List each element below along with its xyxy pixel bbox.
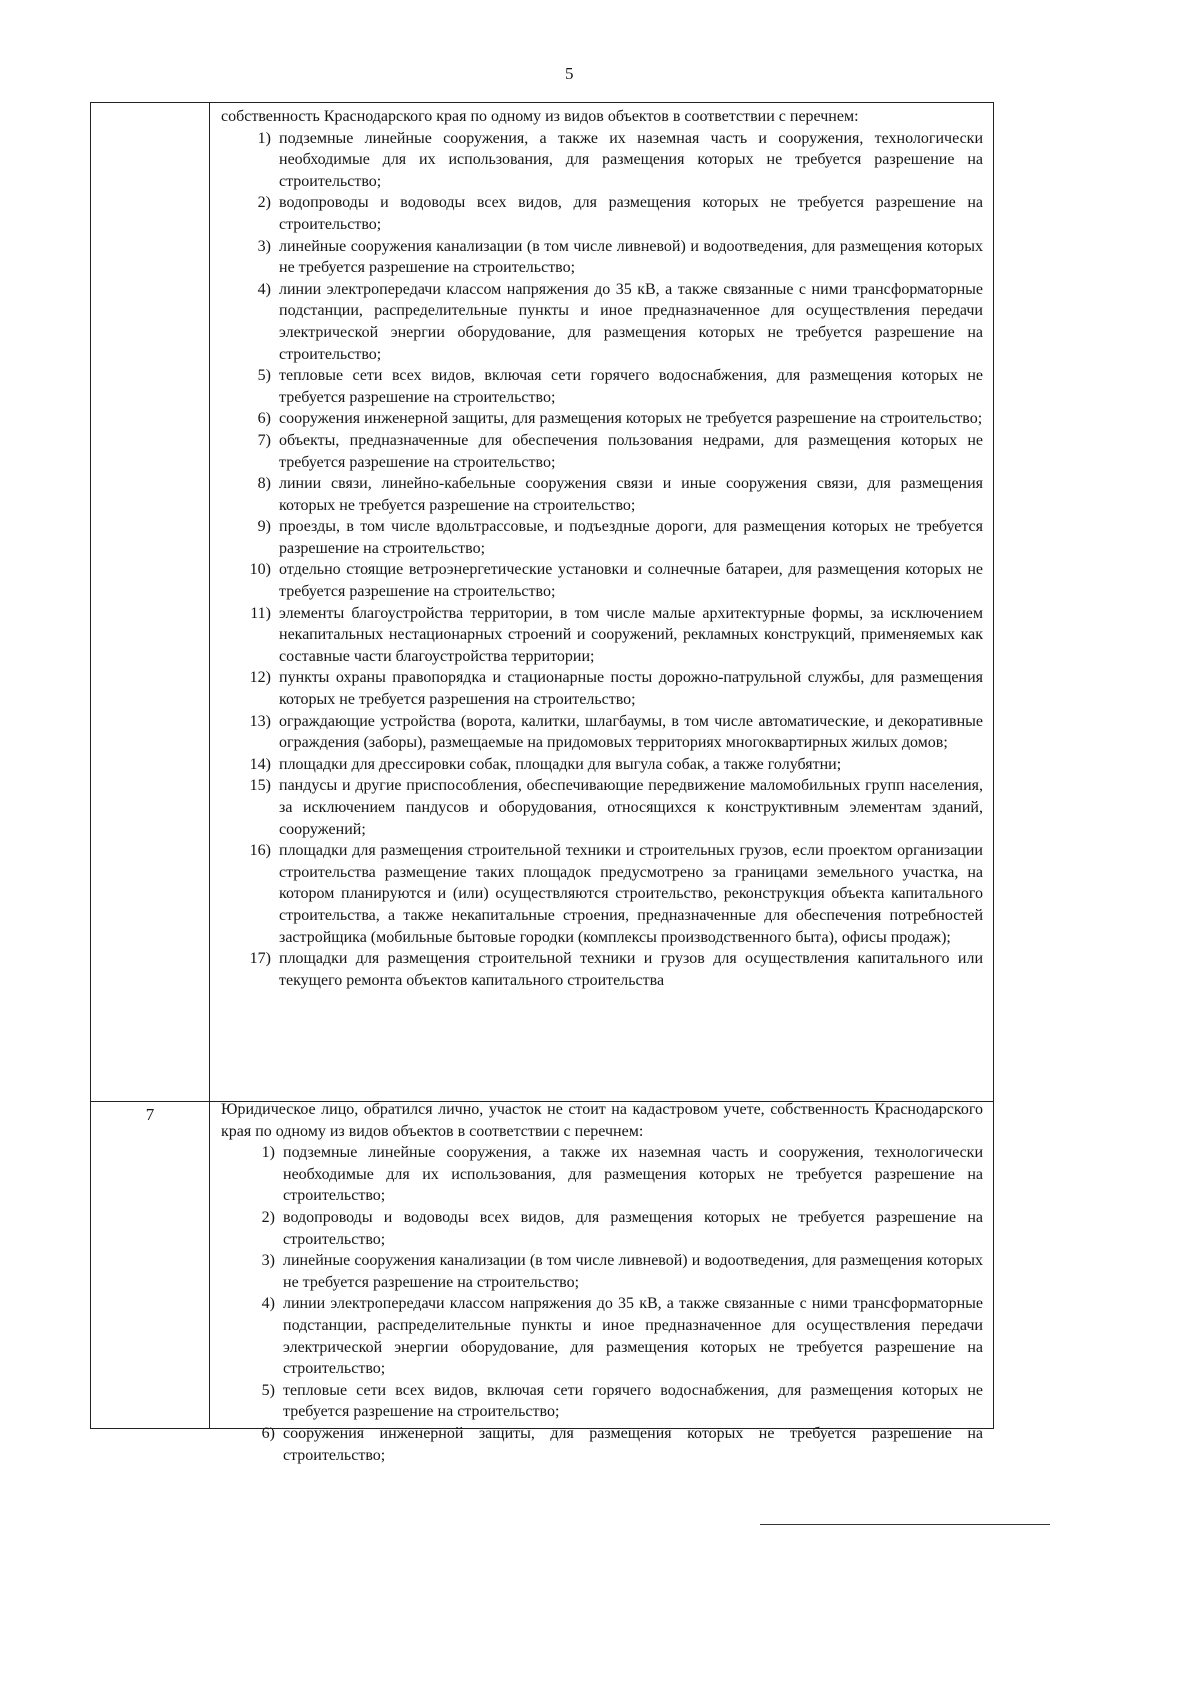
list-item-number: 7) (257, 431, 271, 449)
list-item-number: 6) (261, 1424, 275, 1442)
list-item-number: 5) (261, 1381, 275, 1399)
list-item-text: подземные линейные сооружения, а также их наземная часть и сооружения, технологически необходимые для их использования, для размещения которых не требуется разрешение на строительство; (279, 129, 983, 190)
object-list (221, 128, 983, 992)
list-item (221, 1207, 983, 1250)
list-item-number: 8) (257, 475, 271, 493)
list-item-text: пандусы и другие приспособления, обеспечивающие передвижение маломобильных групп населения, за исключением пандусов и оборудования, относящихся к конструктивным элементам зданий, сооружений; (279, 777, 983, 838)
list-item (221, 711, 983, 754)
list-item (221, 473, 983, 516)
list-item (221, 754, 983, 776)
list-item-text: площадки для дрессировки собак, площадки для выгула собак, а также голубятни; (279, 755, 842, 773)
row-lead-text: Юридическое лицо, обратился лично, участок не стоит на кадастровом учете, собственность Краснодарского края по одному из видов объектов в соответствии с перечнем: (221, 1101, 983, 1140)
list-item-text: проезды, в том числе вдольтрассовые, и подъездные дороги, для размещения которых не требуется разрешение на строительство; (279, 518, 983, 557)
list-item-number: 1) (261, 1144, 275, 1162)
list-item (221, 1250, 983, 1293)
list-item-number: 13) (249, 712, 271, 730)
list-item-text: объекты, предназначенные для обеспечения пользования недрами, для размещения которых не требуется разрешение на строительство; (279, 431, 983, 471)
list-item-number: 11) (250, 604, 271, 622)
list-item-text: линейные сооружения канализации (в том числе ливневой) и водоотведения, для размещения которых не требуется разрешение на строительство; (279, 237, 983, 277)
list-item (221, 603, 983, 668)
list-item-text: пункты охраны правопорядка и стационарные посты дорожно-патрульной службы, для размещения которых не требуется разрешения на строительство; (279, 669, 983, 709)
list-item-text: площадки для размещения строительной техники и грузов для осуществления капитального или текущего ремонта объектов капитального строительства (279, 950, 983, 989)
list-item (221, 840, 983, 948)
list-item (221, 1380, 983, 1423)
list-item-text: водопроводы и водоводы всех видов, для размещения которых не требуется разрешение на строительство; (283, 1208, 983, 1248)
list-item-number: 15) (249, 777, 271, 795)
list-item-number: 12) (249, 669, 271, 687)
list-item-number: 14) (249, 755, 271, 773)
list-item-text: элементы благоустройства территории, в том числе малые архитектурные формы, за исключением некапитальных нестационарных строений и сооружений, рекламных конструкций, применяемых как составные части благоустройства территории; (279, 604, 983, 665)
list-item-number: 4) (261, 1295, 275, 1313)
list-item-number: 3) (257, 237, 271, 255)
list-item-text: площадки для размещения строительной техники и строительных грузов, если проектом организации строительства размещение таких площадок предусмотрено за границами земельного участка, на котором планируются и (или) осуществляются строительство, реконструкция объекта капитального строительства, а также некапитальные строения, предназначенные для обеспечения потребностей застройщика (мобильные бытовые городки (комплексы производственного быта), офисы продаж); (279, 842, 983, 946)
row-lead-text: собственность Краснодарского края по одному из видов объектов в соответствии с перечнем: (221, 108, 859, 125)
list-item (221, 1423, 983, 1466)
list-item-number: 2) (257, 194, 271, 212)
list-item-text: подземные линейные сооружения, а также их наземная часть и сооружения, технологически необходимые для их использования, для размещения которых не требуется разрешение на строительство; (283, 1144, 983, 1205)
list-item-number: 5) (257, 367, 271, 385)
list-item-number: 6) (257, 410, 271, 428)
list-item-number: 1) (257, 129, 271, 147)
list-item-text: водопроводы и водоводы всех видов, для размещения которых не требуется разрешение на строительство; (279, 194, 983, 233)
list-item-number: 17) (249, 950, 271, 968)
list-item-number: 3) (261, 1252, 275, 1270)
list-item (221, 516, 983, 559)
table-row (209, 106, 993, 991)
object-list (221, 1142, 983, 1466)
page-number: 5 (565, 64, 574, 83)
list-item-number: 2) (261, 1208, 275, 1226)
list-item (221, 365, 983, 408)
list-item-number: 9) (257, 518, 271, 536)
list-item (221, 128, 983, 193)
list-item-text: линии электропередачи классом напряжения до 35 кВ, а также связанные с ними трансформаторные подстанции, распределительные пункты и иное предназначенное для осуществления передачи электрической энергии оборудование, для размещения которых не требуется разрешение на строительство; (279, 280, 983, 363)
list-item-text: отдельно стоящие ветроэнергетические установки и солнечные батареи, для размещения которых не требуется разрешение на строительство; (279, 561, 983, 601)
list-item (221, 236, 983, 279)
table-row (209, 1099, 993, 1466)
list-item (221, 1293, 983, 1379)
footer-rule (760, 1524, 1050, 1525)
list-item-number: 4) (257, 280, 271, 298)
list-item-text: линии электропередачи классом напряжения до 35 кВ, а также связанные с ними трансформаторные подстанции, распределительные пункты и иное предназначенное для осуществления передачи электрической энергии оборудование, для размещения которых не требуется разрешение на строительство; (283, 1295, 983, 1378)
list-item (221, 192, 983, 235)
list-item (221, 559, 983, 602)
row-number: 7 (145, 1105, 155, 1124)
list-item (221, 948, 983, 991)
list-item-text: ограждающие устройства (ворота, калитки, шлагбаумы, в том числе автоматические, и декоративные ограждения (заборы), размещаемые на придомовых территориях многоквартирных жилых домов; (279, 712, 983, 752)
list-item-text: линейные сооружения канализации (в том числе ливневой) и водоотведения, для размещения которых не требуется разрешение на строительство; (283, 1252, 983, 1291)
list-item-number: 10) (249, 561, 271, 579)
list-item-text: сооружения инженерной защиты, для размещения которых не требуется разрешение на строительство; (283, 1424, 983, 1464)
list-item-number: 16) (249, 842, 271, 860)
list-item (221, 430, 983, 473)
list-item (221, 279, 983, 365)
document-table (90, 102, 994, 1464)
list-item (221, 667, 983, 710)
list-item-text: тепловые сети всех видов, включая сети горячего водоснабжения, для размещения которых не требуется разрешение на строительство; (279, 367, 983, 406)
list-item (221, 1142, 983, 1207)
list-item-text: тепловые сети всех видов, включая сети горячего водоснабжения, для размещения которых не требуется разрешение на строительство; (283, 1381, 983, 1421)
list-item (221, 775, 983, 840)
list-item-text: линии связи, линейно-кабельные сооружения связи и иные сооружения связи, для размещения которых не требуется разрешение на строительство; (279, 475, 983, 514)
list-item (221, 408, 983, 430)
list-item-text: сооружения инженерной защиты, для размещения которых не требуется разрешение на строительство; (279, 410, 983, 428)
